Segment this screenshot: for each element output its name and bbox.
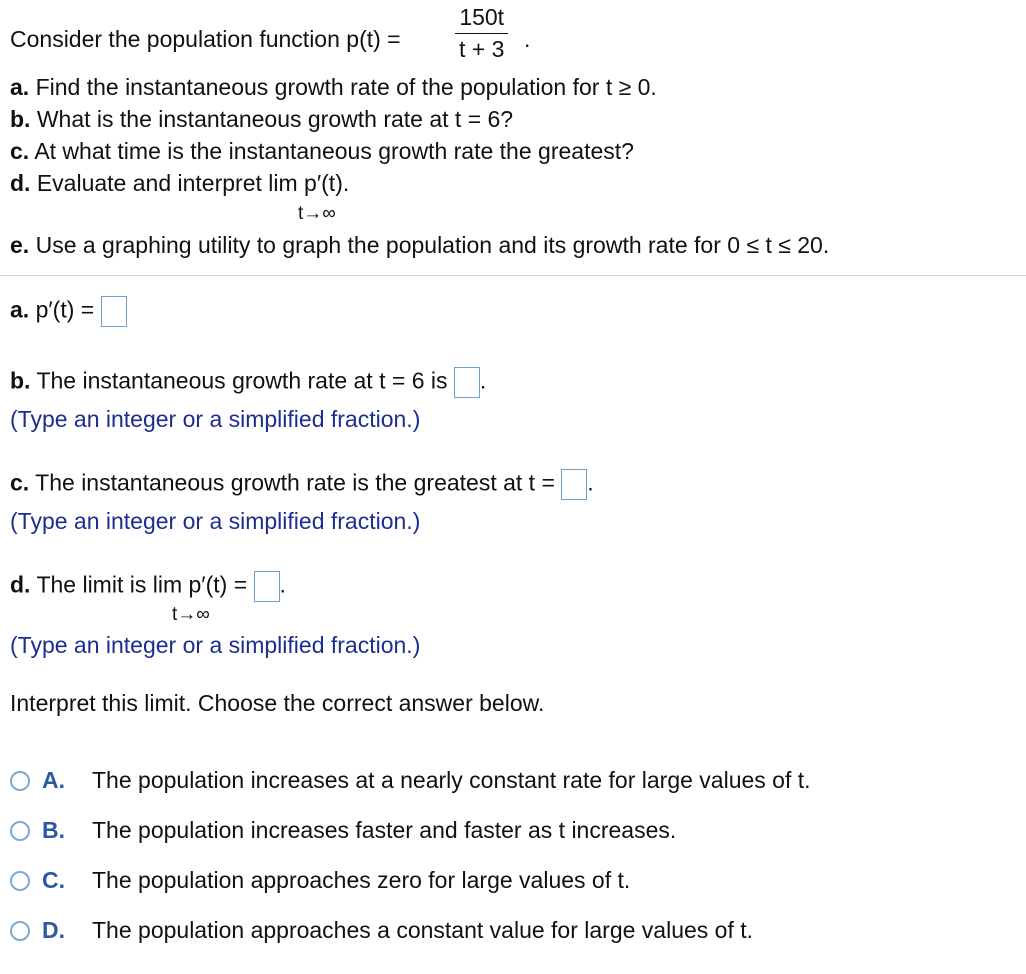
- part-b-text: What is the instantaneous growth rate at t = 6?: [36, 106, 514, 132]
- part-d-text: Evaluate and interpret lim p′(t).: [36, 170, 350, 196]
- answer-a-input[interactable]: [101, 296, 127, 327]
- fraction-denominator: t + 3: [459, 36, 505, 62]
- answer-b-period: .: [479, 367, 487, 394]
- choice-b[interactable]: [10, 817, 676, 844]
- part-c-letter: c.: [10, 138, 30, 164]
- answer-d-text: The limit is lim p′(t) =: [36, 571, 248, 598]
- radio-d[interactable]: [10, 921, 30, 941]
- answer-d-label: d.: [10, 571, 31, 598]
- part-a-row: [10, 74, 657, 101]
- intro-period: .: [524, 26, 531, 52]
- answer-b-hint: (Type an integer or a simplified fraction.): [10, 406, 421, 432]
- answer-c-row: [10, 469, 594, 500]
- part-e-text: Use a graphing utility to graph the population and its growth rate for 0 ≤ t ≤ 20.: [35, 232, 830, 258]
- part-b-letter: b.: [10, 106, 31, 132]
- answer-d-row: [10, 571, 286, 602]
- choice-b-text: The population increases faster and faster as t increases.: [92, 817, 677, 843]
- part-b-row: [10, 106, 513, 133]
- choice-c-letter: C.: [42, 867, 65, 893]
- answer-c-period: .: [587, 469, 594, 496]
- answer-a-expr: p′(t) =: [35, 296, 95, 323]
- answer-c-label: c.: [10, 469, 30, 496]
- radio-c[interactable]: [10, 871, 30, 891]
- fraction-numerator: 150t: [459, 4, 505, 30]
- choice-d-text: The population approaches a constant value for large values of t.: [92, 917, 754, 943]
- part-a-letter: a.: [10, 74, 30, 100]
- answer-b-row: [10, 367, 486, 398]
- choice-a[interactable]: [10, 767, 811, 794]
- part-e-row: [10, 232, 829, 259]
- answer-a-row: [10, 296, 127, 327]
- question-intro: Consider the population function p(t) =: [10, 26, 401, 52]
- part-c-text: At what time is the instantaneous growth rate the greatest?: [34, 138, 634, 164]
- answer-c-hint: (Type an integer or a simplified fraction.): [10, 508, 421, 534]
- answer-c-input[interactable]: [561, 469, 587, 500]
- choice-d-letter: D.: [42, 917, 65, 943]
- part-c-row: [10, 138, 634, 165]
- part-d-row: [10, 170, 349, 197]
- radio-b[interactable]: [10, 821, 30, 841]
- part-d-letter: d.: [10, 170, 31, 196]
- choice-d[interactable]: [10, 917, 753, 944]
- part-d-limit-sub: t→∞: [298, 203, 336, 224]
- answer-b-input[interactable]: [454, 367, 480, 398]
- answer-d-period: .: [279, 571, 286, 598]
- choice-a-letter: A.: [42, 767, 65, 793]
- part-e-letter: e.: [10, 232, 30, 258]
- answer-d-limit-sub: t→∞: [172, 604, 210, 625]
- answer-d-input[interactable]: [254, 571, 280, 602]
- radio-a[interactable]: [10, 771, 30, 791]
- interpret-prompt: Interpret this limit. Choose the correct answer below.: [10, 690, 545, 716]
- choice-c[interactable]: [10, 867, 630, 894]
- choice-a-text: The population increases at a nearly constant rate for large values of t.: [92, 767, 811, 793]
- part-a-text: Find the instantaneous growth rate of the population for t ≥ 0.: [35, 74, 657, 100]
- answer-b-label: b.: [10, 367, 31, 394]
- answer-c-text: The instantaneous growth rate is the greatest at t =: [35, 469, 555, 496]
- answer-b-text: The instantaneous growth rate at t = 6 is: [36, 367, 448, 394]
- choice-b-letter: B.: [42, 817, 65, 843]
- section-divider: [0, 275, 1026, 276]
- answer-a-label: a.: [10, 296, 30, 323]
- population-fraction: [455, 4, 508, 63]
- fraction-bar: [455, 33, 508, 34]
- choice-c-text: The population approaches zero for large values of t.: [92, 867, 631, 893]
- answer-d-hint: (Type an integer or a simplified fraction.): [10, 632, 421, 658]
